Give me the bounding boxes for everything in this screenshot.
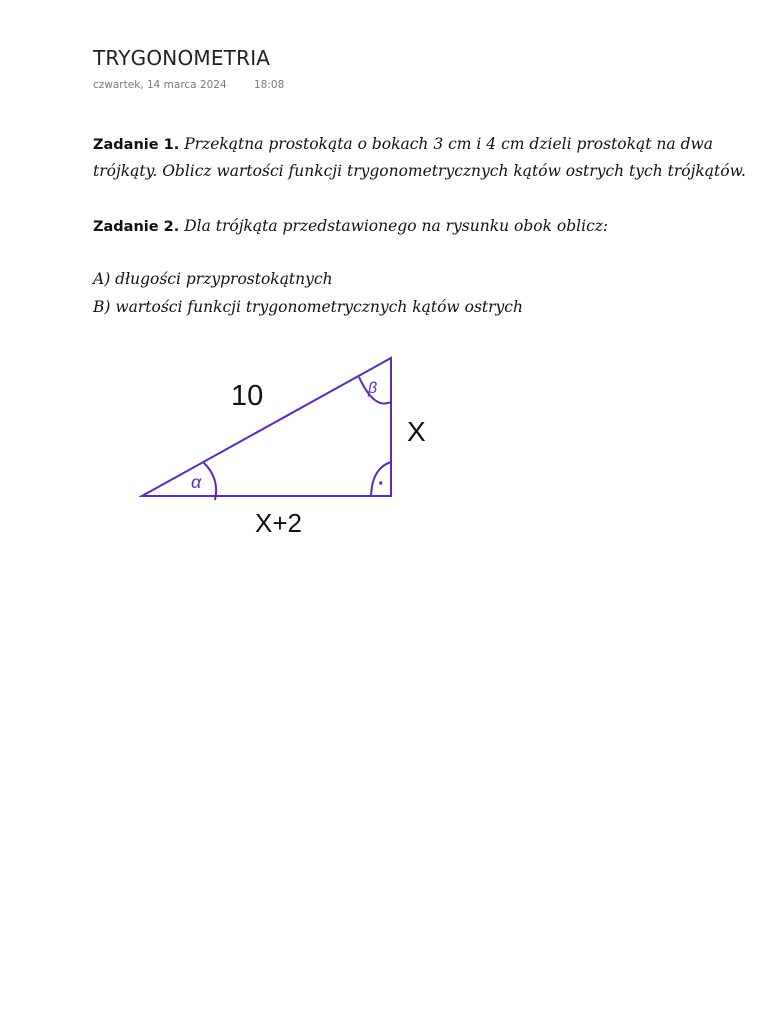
task2-label: Zadanie 2.: [93, 219, 180, 235]
beta-symbol: β: [368, 380, 378, 397]
triangle-shape: [142, 358, 391, 496]
page-date: czwartek, 14 marca 2024: [93, 79, 227, 91]
alpha-symbol: α: [191, 472, 202, 492]
task1-text-line2: trójkąty. Oblicz wartości funkcji trygonometrycznych kątów ostrych tych trójkątów.: [93, 162, 746, 180]
horizontal-side-label: X+2: [255, 508, 302, 538]
right-angle-dot: ·: [378, 473, 385, 495]
task2-item-b: B) wartości funkcji trygonometrycznych kątów ostrych: [93, 298, 523, 316]
alpha-arc: [203, 462, 216, 500]
task2-text: Dla trójkąta przedstawionego na rysunku obok oblicz:: [184, 217, 609, 235]
page-title: TRYGONOMETRIA: [93, 46, 271, 70]
page-time: 18:08: [254, 79, 285, 91]
hypotenuse-label: 10: [231, 380, 264, 412]
task1-label: Zadanie 1.: [93, 137, 180, 153]
task1-text-line1: Przekątna prostokąta o bokach 3 cm i 4 cm dzieli prostokąt na dwa: [184, 135, 714, 153]
task2-item-a: A) długości przyprostokątnych: [93, 270, 333, 288]
vertical-side-label: X: [407, 416, 426, 447]
